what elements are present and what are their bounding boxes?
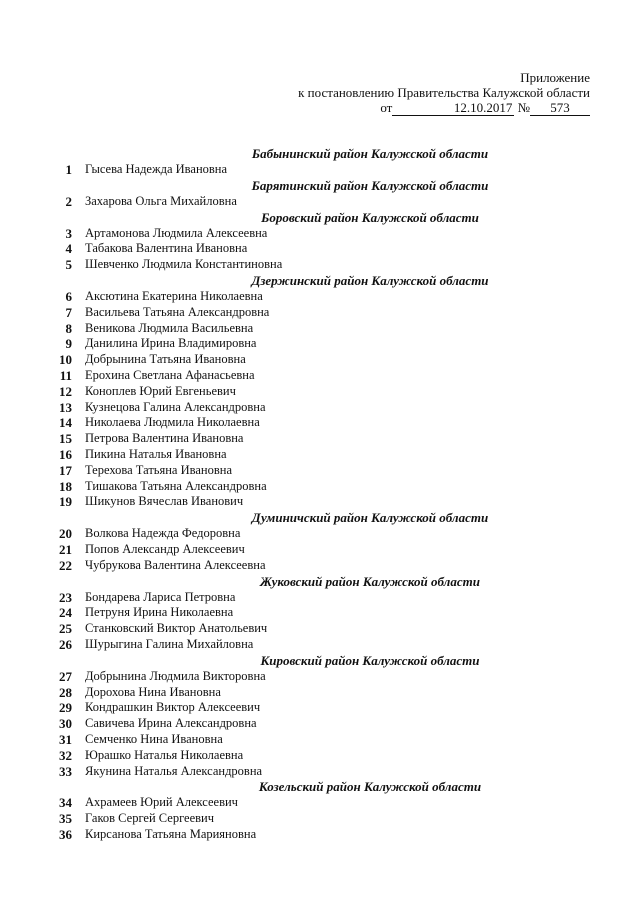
person-name: Аксютина Екатерина Николаевна [85,288,263,303]
district-heading: Дзержинский район Калужской области [251,272,489,288]
list-item [0,558,640,574]
list-item [0,479,640,495]
person-name: Бондарева Лариса Петровна [85,589,236,604]
list-item [0,400,640,416]
document-header [298,70,590,116]
list-item [0,764,640,780]
decree-reference [298,100,590,116]
list-item [0,431,640,447]
person-name: Ахрамеев Юрий Алексеевич [85,795,238,810]
item-number: 27 [59,668,72,684]
item-number: 1 [65,162,72,177]
item-number: 2 [65,193,72,209]
item-number: 29 [59,700,72,716]
person-name: Коноплев Юрий Евгеньевич [85,383,236,398]
item-number: 3 [65,225,72,241]
person-name: Попов Александр Алексеевич [85,541,245,556]
item-number: 17 [59,462,72,478]
person-name: Чубрукова Валентина Алексеевна [85,557,266,572]
item-number: 34 [59,795,72,811]
item-number: 35 [59,811,72,827]
list-item [0,415,640,431]
list-item [0,716,640,732]
number-sign: № [517,100,530,115]
item-number: 20 [59,526,72,542]
list-item [0,811,640,827]
person-name: Кондрашкин Виктор Алексеевич [85,700,261,715]
person-name: Петрова Валентина Ивановна [85,431,244,446]
person-name: Савичева Ирина Александровна [85,716,257,731]
list-item [0,368,640,384]
item-number: 12 [59,383,72,399]
list-item [0,732,640,748]
list-item [0,669,640,685]
item-number: 8 [65,320,72,336]
person-name: Добрынина Людмила Викторовна [85,668,266,683]
item-number: 18 [59,478,72,494]
district-heading: Думиничский район Калужской области [251,510,489,526]
item-number: 22 [59,557,72,573]
person-name: Пикина Наталья Ивановна [85,446,227,461]
appendix-title: Приложение [520,70,590,85]
item-number: 5 [65,257,72,273]
district-heading: Кировский район Калужской области [260,652,480,668]
list-item [0,605,640,621]
person-name: Артамонова Людмила Алексеевна [85,225,268,240]
item-number: 14 [59,415,72,431]
list-item [0,447,640,463]
person-name: Семченко Нина Ивановна [85,731,223,746]
list-item [0,289,640,305]
person-name: Терехова Татьяна Ивановна [85,462,232,477]
item-number: 10 [59,352,72,368]
list-item [0,162,640,178]
item-number: 7 [65,304,72,320]
appendix-subtitle: к постановлению Правительства Калужской области [298,85,590,100]
item-number: 28 [59,684,72,700]
list-item [0,321,640,337]
person-name: Шикунов Вячеслав Иванович [85,494,244,509]
item-number: 11 [59,367,72,383]
list-item [0,526,640,542]
person-name: Шурыгина Галина Михайловна [85,636,254,651]
list-item [0,194,640,210]
person-name: Станковский Виктор Анатольевич [85,621,268,636]
person-name: Волкова Надежда Федоровна [85,526,241,541]
decree-date: 12.10.2017 [392,100,514,116]
list-item [0,637,640,653]
person-name: Данилина Ирина Владимировна [85,336,257,351]
item-number: 23 [59,589,72,605]
list-item [0,621,640,637]
person-name: Кузнецова Галина Александровна [85,399,266,414]
decree-number: 573 [530,100,590,116]
list-item [0,226,640,242]
list-item [0,336,640,352]
person-name: Табакова Валентина Ивановна [85,241,248,256]
list-item [0,305,640,321]
list-item [0,827,640,843]
person-name: Захарова Ольга Михайловна [85,193,237,208]
list-item [0,494,640,510]
person-name: Ерохина Светлана Афанасьевна [85,367,255,382]
list-item [0,748,640,764]
person-name: Дорохова Нина Ивановна [85,684,221,699]
list-item [0,590,640,606]
district-heading: Козельский район Калужской области [258,779,482,795]
person-name: Юрашко Наталья Николаевна [85,747,244,762]
person-name: Васильева Татьяна Александровна [85,304,270,319]
person-name: Шевченко Людмила Константиновна [85,257,283,272]
person-name: Добрынина Татьяна Ивановна [85,352,246,367]
list-item [0,384,640,400]
list-item [0,685,640,701]
district-heading: Жуковский район Калужской области [260,573,480,589]
item-number: 32 [59,747,72,763]
item-number: 19 [59,494,72,510]
list-item [0,352,640,368]
list-item [0,463,640,479]
item-number: 24 [59,605,72,621]
list-item [0,257,640,273]
list-item [0,542,640,558]
district-heading: Боровский район Калужской области [261,209,479,225]
item-number: 4 [65,241,72,257]
list-item [0,700,640,716]
item-number: 36 [59,826,72,842]
item-number: 21 [59,541,72,557]
awardee-list [0,146,640,843]
person-name: Веникова Людмила Васильевна [85,320,254,335]
person-name: Якунина Наталья Александровна [85,763,263,778]
date-prefix: от [380,100,393,115]
item-number: 25 [59,621,72,637]
list-item [0,241,640,257]
item-number: 31 [59,731,72,747]
person-name: Тишакова Татьяна Александровна [85,478,267,493]
person-name: Николаева Людмила Николаевна [85,415,260,430]
person-name: Кирсанова Татьяна Марияновна [85,826,257,841]
item-number: 15 [59,431,72,447]
item-number: 30 [59,716,72,732]
item-number: 16 [59,446,72,462]
person-name: Петруня Ирина Николаевна [85,605,234,620]
item-number: 9 [65,336,72,352]
district-heading: Барятинский район Калужской области [251,177,489,193]
item-number: 6 [65,288,72,304]
person-name: Гысева Надежда Ивановна [85,162,228,176]
item-number: 26 [59,636,72,652]
person-name: Гаков Сергей Сергеевич [85,811,215,826]
list-item [0,795,640,811]
item-number: 13 [59,399,72,415]
item-number: 33 [59,763,72,779]
district-heading: Бабынинский район Калужской области [251,146,489,161]
